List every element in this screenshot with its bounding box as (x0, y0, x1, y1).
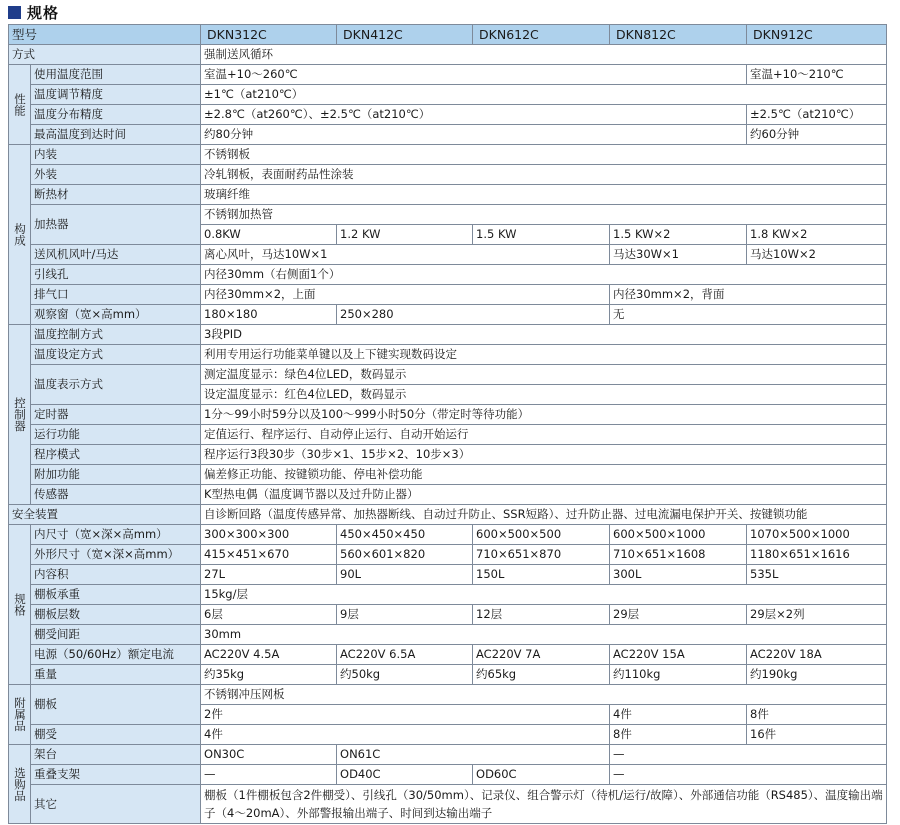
table-row (9, 425, 887, 445)
row-label: 温度表示方式 (31, 365, 201, 405)
table-row (9, 245, 887, 265)
cell-value: 535L (747, 565, 887, 585)
cell-value: OD40C (337, 765, 473, 785)
cell-value: 约65kg (473, 665, 610, 685)
cell-value: 偏差修正功能、按键锁功能、停电补偿功能 (201, 465, 887, 485)
cell-value: 马达10W×2 (747, 245, 887, 265)
table-row (9, 565, 887, 585)
row-label: 最高温度到达时间 (31, 125, 201, 145)
table-row (9, 605, 887, 625)
row-label: 加热器 (31, 205, 201, 245)
category-specs: 规格 (9, 525, 31, 685)
cell-value: ON30C (201, 745, 337, 765)
table-row (9, 65, 887, 85)
row-label: 传感器 (31, 485, 201, 505)
row-label: 定时器 (31, 405, 201, 425)
row-label: 排气口 (31, 285, 201, 305)
row-label: 安全装置 (9, 505, 201, 525)
table-row (9, 685, 887, 705)
cell-value: 3段PID (201, 325, 887, 345)
cell-value: 约80分钟 (201, 125, 747, 145)
cell-value: 27L (201, 565, 337, 585)
cell-value: 程序运行3段30步（30步×1、15步×2、10步×3） (201, 445, 887, 465)
section-header (0, 0, 900, 24)
cell-value: 棚板（1件棚板包含2件棚受）、引线孔（30/50mm）、记录仪、组合警示灯（待机/运行/故障）、外部通信功能（RS485）、温度输出端子（4～20mA）、外部警报输出端子、时间到达输出端子 (201, 785, 887, 824)
row-label: 外形尺寸（宽×深×高mm） (31, 545, 201, 565)
table-row (9, 165, 887, 185)
cell-value: 29层×2列 (747, 605, 887, 625)
row-label: 内装 (31, 145, 201, 165)
row-label: 方式 (9, 45, 201, 65)
row-label: 温度控制方式 (31, 325, 201, 345)
table-header-row (9, 25, 887, 45)
cell-value: 250×280 (337, 305, 610, 325)
row-label: 棚受 (31, 725, 201, 745)
cell-value: 180×180 (201, 305, 337, 325)
cell-value: 1.5 KW×2 (610, 225, 747, 245)
cell-value: 415×451×670 (201, 545, 337, 565)
cell-value: 约60分钟 (747, 125, 887, 145)
cell-value: ±2.5℃（at210℃） (747, 105, 887, 125)
row-label: 重量 (31, 665, 201, 685)
row-label: 程序模式 (31, 445, 201, 465)
cell-value: 8件 (610, 725, 747, 745)
spec-table (8, 24, 887, 824)
cell-value: 利用专用运行功能菜单键以及上下键实现数码设定 (201, 345, 887, 365)
cell-value: 2件 (201, 705, 610, 725)
row-label: 其它 (31, 785, 201, 824)
table-row (9, 345, 887, 365)
cell-value: 16件 (747, 725, 887, 745)
row-label: 附加功能 (31, 465, 201, 485)
category-controller: 控制器 (9, 325, 31, 505)
row-label: 内尺寸（宽×深×高mm） (31, 525, 201, 545)
cell-value: 定值运行、程序运行、自动停止运行、自动开始运行 (201, 425, 887, 445)
cell-value: 马达30W×1 (610, 245, 747, 265)
table-row (9, 745, 887, 765)
cell-value: 不锈钢板 (201, 145, 887, 165)
cell-value: 710×651×1608 (610, 545, 747, 565)
table-row (9, 625, 887, 645)
table-row (9, 785, 887, 824)
cell-value: 内径30mm×2，背面 (610, 285, 887, 305)
cell-value: 1.5 KW (473, 225, 610, 245)
cell-value: — (610, 765, 887, 785)
table-row (9, 585, 887, 605)
cell-value: 1070×500×1000 (747, 525, 887, 545)
row-label: 运行功能 (31, 425, 201, 445)
table-row (9, 125, 887, 145)
cell-value: 室温+10～260℃ (201, 65, 747, 85)
table-row (9, 265, 887, 285)
cell-value: 600×500×1000 (610, 525, 747, 545)
cell-value: 600×500×500 (473, 525, 610, 545)
row-label: 使用温度范围 (31, 65, 201, 85)
row-label: 送风机风叶/马达 (31, 245, 201, 265)
cell-value: 300L (610, 565, 747, 585)
cell-value: 0.8KW (201, 225, 337, 245)
table-row (9, 205, 887, 225)
table-row (9, 545, 887, 565)
category-accessories: 附属品 (9, 685, 31, 745)
row-label: 温度调节精度 (31, 85, 201, 105)
cell-value: 6层 (201, 605, 337, 625)
row-label: 断热材 (31, 185, 201, 205)
model-dkn312c: DKN312C (201, 25, 337, 45)
table-row (9, 665, 887, 685)
model-dkn412c: DKN412C (337, 25, 473, 45)
cell-value: 室温+10～210℃ (747, 65, 887, 85)
category-construction: 构成 (9, 145, 31, 325)
header-label: 型号 (9, 25, 201, 45)
cell-value: 300×300×300 (201, 525, 337, 545)
row-label: 架台 (31, 745, 201, 765)
cell-value: 15kg/层 (201, 585, 887, 605)
table-row (9, 105, 887, 125)
table-row (9, 405, 887, 425)
cell-value: 内径30mm×2，上面 (201, 285, 610, 305)
section-title: 规格 (27, 3, 60, 22)
cell-value: 约50kg (337, 665, 473, 685)
cell-value: 29层 (610, 605, 747, 625)
cell-value: 冷轧钢板，表面耐药品性涂装 (201, 165, 887, 185)
cell-value: 不锈钢冲压网板 (201, 685, 887, 705)
row-label: 温度分布精度 (31, 105, 201, 125)
cell-value: 9层 (337, 605, 473, 625)
row-label: 棚板层数 (31, 605, 201, 625)
cell-value: AC220V 4.5A (201, 645, 337, 665)
cell-value: 1.8 KW×2 (747, 225, 887, 245)
table-row (9, 465, 887, 485)
table-row (9, 185, 887, 205)
cell-value: 30mm (201, 625, 887, 645)
cell-value: 560×601×820 (337, 545, 473, 565)
model-dkn912c: DKN912C (747, 25, 887, 45)
cell-value: AC220V 6.5A (337, 645, 473, 665)
cell-value: 无 (610, 305, 887, 325)
cell-value: 强制送风循环 (201, 45, 887, 65)
cell-value: AC220V 7A (473, 645, 610, 665)
model-dkn812c: DKN812C (610, 25, 747, 45)
cell-value: 内径30mm（右侧面1个） (201, 265, 887, 285)
cell-value: 测定温度显示：绿色4位LED，数码显示 (201, 365, 887, 385)
section-marker-icon (8, 6, 21, 19)
cell-value: ±1℃（at210℃） (201, 85, 887, 105)
cell-value: 90L (337, 565, 473, 585)
row-label: 电源（50/60Hz）额定电流 (31, 645, 201, 665)
table-row (9, 85, 887, 105)
model-dkn612c: DKN612C (473, 25, 610, 45)
table-row (9, 645, 887, 665)
row-label: 温度设定方式 (31, 345, 201, 365)
table-row (9, 525, 887, 545)
row-label: 外装 (31, 165, 201, 185)
row-label: 棚板承重 (31, 585, 201, 605)
row-label: 棚板 (31, 685, 201, 725)
cell-value: 4件 (610, 705, 747, 725)
cell-value: 不锈钢加热管 (201, 205, 887, 225)
cell-value: 710×651×870 (473, 545, 610, 565)
table-row (9, 765, 887, 785)
table-row (9, 285, 887, 305)
table-row (9, 365, 887, 385)
cell-value: 1分～99小时59分以及100～999小时50分（带定时等待功能） (201, 405, 887, 425)
cell-value: 约35kg (201, 665, 337, 685)
table-row (9, 305, 887, 325)
cell-value: 12层 (473, 605, 610, 625)
cell-value: 4件 (201, 725, 610, 745)
cell-value: ON61C (337, 745, 610, 765)
cell-value: 8件 (747, 705, 887, 725)
table-row (9, 45, 887, 65)
cell-value: 约190kg (747, 665, 887, 685)
row-label: 观察窗（宽×高mm） (31, 305, 201, 325)
cell-value: — (201, 765, 337, 785)
cell-value: ±2.8℃（at260℃）、±2.5℃（at210℃） (201, 105, 747, 125)
table-row (9, 445, 887, 465)
cell-value: 设定温度显示：红色4位LED，数码显示 (201, 385, 887, 405)
row-label: 引线孔 (31, 265, 201, 285)
table-row (9, 325, 887, 345)
cell-value: AC220V 15A (610, 645, 747, 665)
cell-value: 1.2 KW (337, 225, 473, 245)
cell-value: — (610, 745, 887, 765)
table-row (9, 725, 887, 745)
table-row (9, 505, 887, 525)
table-row (9, 145, 887, 165)
cell-value: 自诊断回路（温度传感异常、加热器断线、自动过升防止、SSR短路）、过升防止器、过电流漏电保护开关、按键锁功能 (201, 505, 887, 525)
cell-value: 玻璃纤维 (201, 185, 887, 205)
cell-value: 离心风叶，马达10W×1 (201, 245, 610, 265)
cell-value: OD60C (473, 765, 610, 785)
row-label: 内容积 (31, 565, 201, 585)
cell-value: AC220V 18A (747, 645, 887, 665)
cell-value: 450×450×450 (337, 525, 473, 545)
cell-value: 约110kg (610, 665, 747, 685)
table-row (9, 485, 887, 505)
row-label: 重叠支架 (31, 765, 201, 785)
category-performance: 性能 (9, 65, 31, 145)
cell-value: 150L (473, 565, 610, 585)
category-options: 选购品 (9, 745, 31, 824)
cell-value: K型热电偶（温度调节器以及过升防止器） (201, 485, 887, 505)
row-label: 棚受间距 (31, 625, 201, 645)
cell-value: 1180×651×1616 (747, 545, 887, 565)
